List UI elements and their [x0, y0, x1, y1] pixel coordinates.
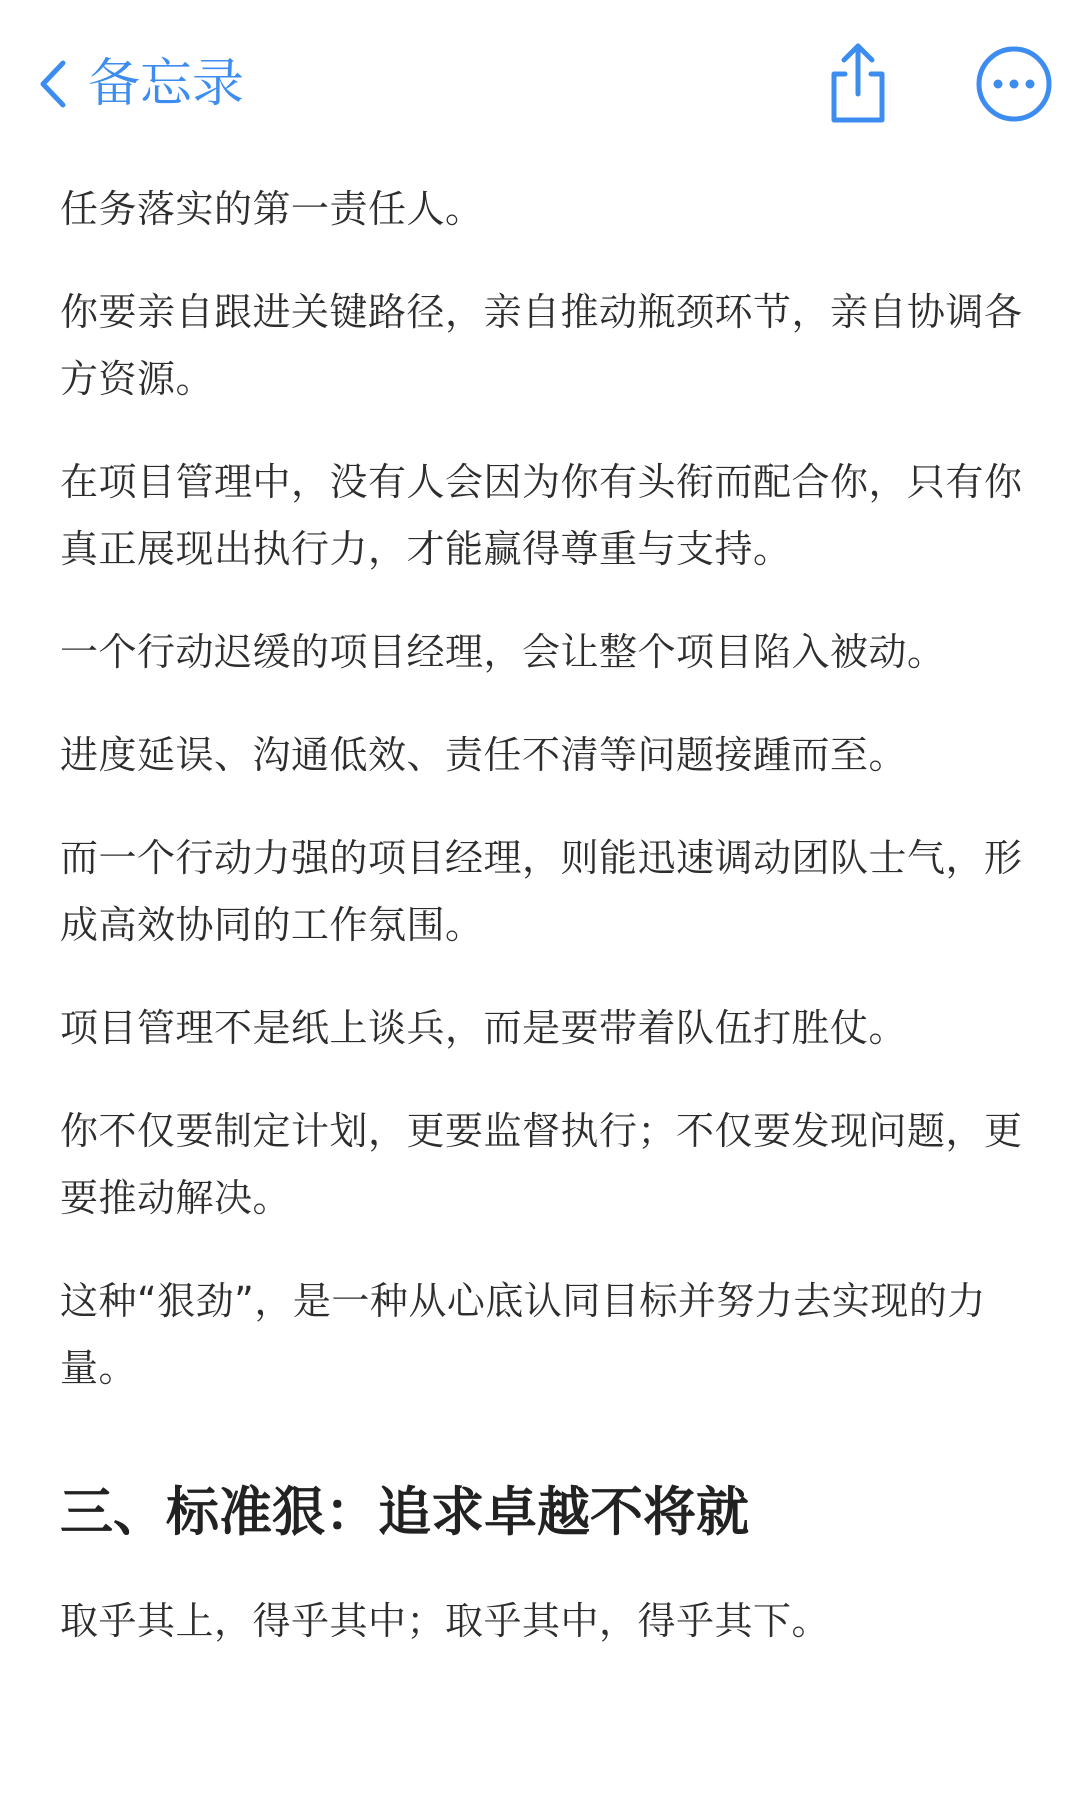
chevron-left-icon — [40, 60, 66, 108]
paragraph: 进度延误、沟通低效、责任不清等问题接踵而至。 — [60, 733, 908, 777]
paragraph: 任务落实的第一责任人。 — [60, 187, 484, 231]
paragraph: 在项目管理中，没有人会因为你有头衔而配合你，只有你真正展现出执行力，才能赢得尊重与支持。 — [60, 460, 1023, 571]
navigation-bar — [0, 0, 1080, 170]
section-heading: 三、标准狠：追求卓越不将就 — [60, 1482, 749, 1543]
paragraph: 而一个行动力强的项目经理，则能迅速调动团队士气，形成高效协同的工作氛围。 — [60, 836, 1023, 947]
paragraph: 你不仅要制定计划，更要监督执行；不仅要发现问题，更要推动解决。 — [60, 1109, 1023, 1220]
more-ellipsis-icon — [974, 109, 1054, 128]
paragraph: 一个行动迟缓的项目经理，会让整个项目陷入被动。 — [60, 630, 946, 674]
share-icon — [818, 111, 898, 130]
more-button[interactable] — [974, 44, 1054, 124]
paragraph: 你要亲自跟进关键路径，亲自推动瓶颈环节，亲自协调各方资源。 — [60, 290, 1023, 401]
note-body[interactable] — [60, 176, 1030, 1691]
paragraph: 取乎其上，得乎其中；取乎其中，得乎其下。 — [60, 1599, 831, 1643]
share-button[interactable] — [818, 38, 898, 126]
back-button[interactable] — [40, 44, 244, 124]
back-label: 备忘录 — [88, 54, 245, 114]
paragraph: 项目管理不是纸上谈兵，而是要带着队伍打胜仗。 — [60, 1006, 908, 1050]
paragraph: 这种“狠劲”，是一种从心底认同目标并努力去实现的力量。 — [60, 1279, 986, 1390]
